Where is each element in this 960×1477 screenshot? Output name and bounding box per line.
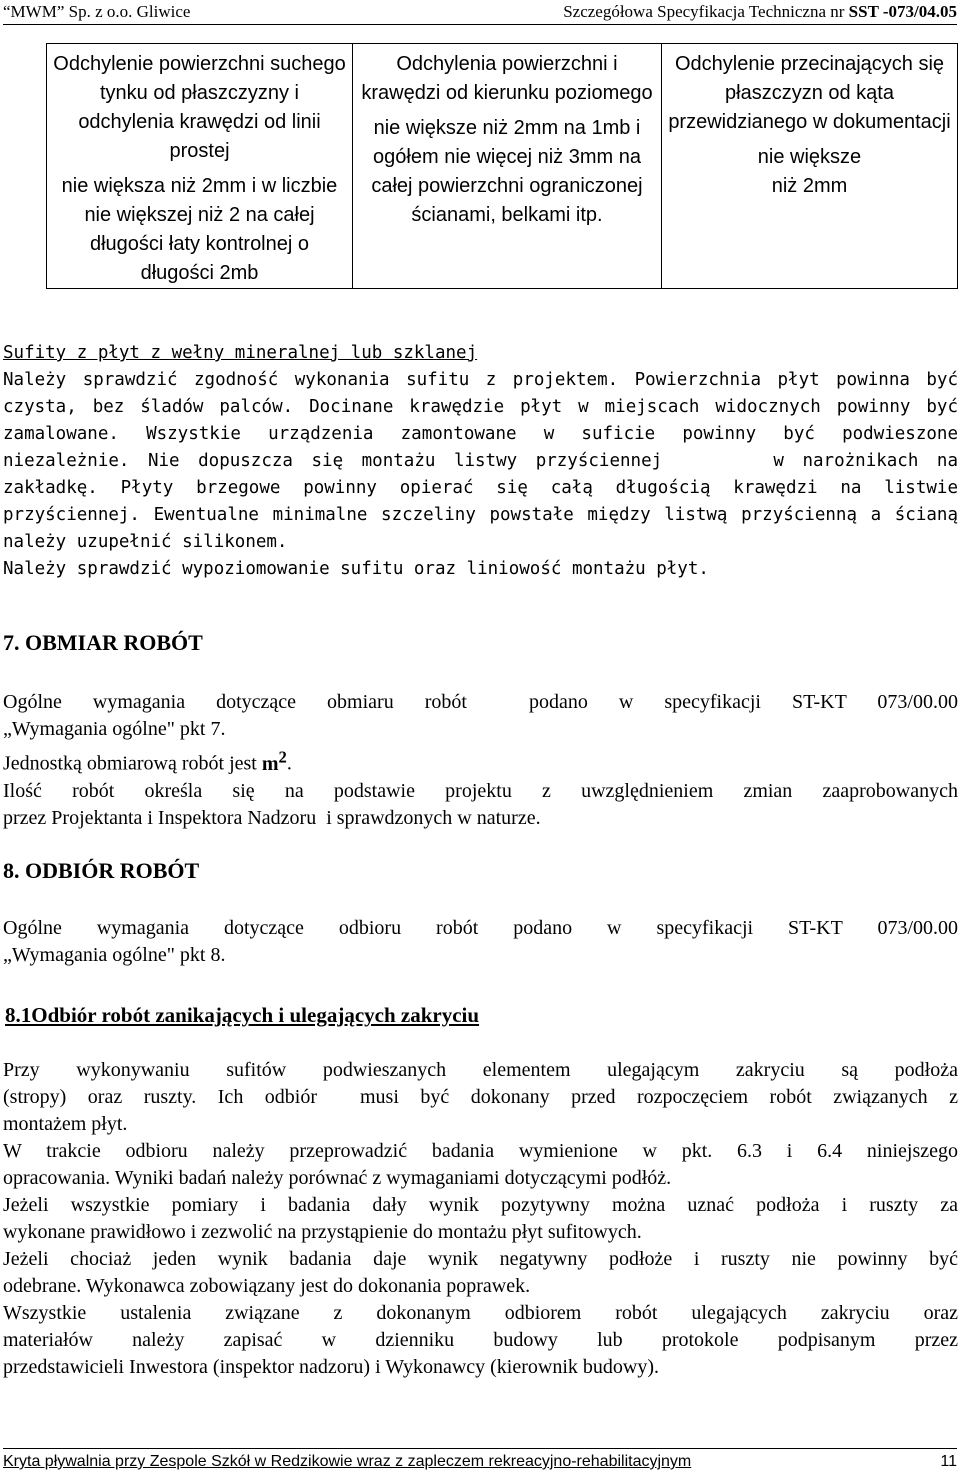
cell-value: nie większa niż 2mm i w liczbie nie większej niż 2 na całej długości łaty kontrolnej o długości 2mb	[61, 175, 338, 284]
paragraph-line: Przy wykonywaniu sufitów podwieszanych elementem ulegającym zakryciu są podłoża	[3, 1059, 958, 1081]
section-8-1-body	[3, 1057, 958, 1381]
header-spec-prefix: Szczegółowa Specyfikacja Techniczna nr	[563, 2, 849, 21]
unit-exponent: 2	[278, 747, 287, 766]
cell-value: nie większe niż 2mm	[757, 146, 862, 197]
section-8-1-heading: 8.1Odbiór robót zanikających i ulegających zakryciu	[5, 1003, 480, 1027]
paragraph-line: „Wymagania ogólne" pkt 8.	[3, 944, 226, 966]
cell-heading: Odchylenie przecinających się płaszczyzn od kąta przewidzianego w dokumentacji	[668, 53, 951, 133]
paragraph-line: Wszystkie ustalenia związane z dokonanym odbiorem robót ulegających zakryciu oraz	[3, 1302, 958, 1324]
paragraph-line: czysta, bez śladów palców. Docinane krawędzie płyt w miejscach widocznych powinny być	[3, 397, 958, 417]
paragraph-line: montażem płyt.	[3, 1113, 128, 1135]
paragraph-line: należy uzupełnić silikonem.	[3, 532, 288, 552]
paragraph-line: Należy sprawdzić zgodność wykonania sufitu z projektem. Powierzchnia płyt powinna być	[3, 370, 958, 390]
unit-symbol: m	[261, 752, 279, 775]
paragraph-line: (stropy) oraz ruszty. Ich odbiór musi być dokonany przed rozpoczęciem robót związanych z	[3, 1086, 958, 1108]
unit-end: .	[286, 752, 292, 775]
paragraph-line: zamalowane. Wszystkie urządzenia zamontowane w suficie powinny być podwieszone	[3, 424, 958, 444]
cell-heading: Odchylenia powierzchni i krawędzi od kierunku poziomego	[361, 53, 653, 104]
unit-value	[261, 747, 287, 775]
paragraph-line: Ilość robót określa się na podstawie projektu z uwzględnieniem zmian zaaprobowanych	[3, 779, 958, 802]
page-number: 11	[940, 1453, 957, 1470]
header-spec-code: SST -073/04.05	[848, 2, 957, 21]
header-spec-title	[563, 2, 957, 22]
page-header	[3, 2, 957, 25]
paragraph-line: wykonane prawidłowo i zezwolić na przystąpienie do montażu płyt sufitowych.	[3, 1221, 642, 1243]
tolerance-table	[46, 43, 958, 289]
paragraph-line: Jeżeli wszystkie pomiary i badania dały wynik pozytywny można uznać podłoża i ruszty za	[3, 1194, 958, 1216]
table-cell-horizontal	[353, 44, 662, 289]
section-7-body	[3, 689, 958, 832]
paragraph-line: W trakcie odbioru należy przeprowadzić badania wymienione w pkt. 6.3 i 6.4 niniejszego	[3, 1140, 958, 1162]
paragraph-line: „Wymagania ogólne" pkt 7.	[3, 718, 226, 740]
section-8-body	[3, 915, 958, 969]
sufity-section	[3, 340, 958, 583]
paragraph-line: materiałów należy zapisać w dzienniku budowy lub protokole podpisanym przez	[3, 1329, 958, 1351]
paragraph-line: Jeżeli chociaż jeden wynik badania daje wynik negatywny podłoże i ruszty nie powinny być	[3, 1248, 958, 1270]
section-8-heading: 8. ODBIÓR ROBÓT	[3, 858, 200, 883]
table-cell-angle	[662, 44, 958, 289]
footer-project-title: Kryta pływalnia przy Zespole Szkół w Redzikowie wraz z zapleczem rekreacyjno-rehabilitacyjnym	[3, 1453, 692, 1470]
paragraph-line: odebrane. Wykonawca zobowiązany jest do dokonania poprawek.	[3, 1275, 531, 1297]
header-company: “MWM” Sp. z o.o. Gliwice	[3, 2, 191, 21]
section-7-heading: 7. OBMIAR ROBÓT	[3, 630, 203, 655]
table-row	[47, 44, 958, 289]
table-cell-surface	[47, 44, 353, 289]
paragraph-line: zakładkę. Płyty brzegowe powinny opierać się całą długością krawędzi na listwie	[3, 478, 958, 498]
paragraph-line: Należy sprawdzić wypoziomowanie sufitu oraz liniowość montażu płyt.	[3, 559, 709, 579]
sufity-title: Sufity z płyt z wełny mineralnej lub szklanej	[3, 343, 478, 363]
cell-value: nie większe niż 2mm na 1mb i ogółem nie więcej niż 3mm na całej powierzchni ograniczonej ścianami, belkami itp.	[371, 117, 643, 226]
paragraph-line: przyściennej. Ewentualne minimalne szczeliny powstałe między listwą przyścienną a ścianą	[3, 505, 958, 525]
page-footer	[3, 1448, 957, 1473]
paragraph-line: Ogólne wymagania dotyczące odbioru robót podano w specyfikacji ST-KT 073/00.00	[3, 917, 958, 939]
paragraph-line: opracowania. Wyniki badań należy porównać z wymaganiami dotyczącymi podłóż.	[3, 1167, 672, 1189]
paragraph-line: niezależnie. Nie dopuszcza się montażu listwy przyściennej w narożnikach na	[3, 451, 958, 471]
paragraph-line: przedstawicieli Inwestora (inspektor nadzoru) i Wykonawcy (kierownik budowy).	[3, 1356, 660, 1378]
paragraph-line: przez Projektanta i Inspektora Nadzoru i sprawdzonych w naturze.	[3, 806, 541, 829]
cell-heading: Odchylenie powierzchni suchego tynku od płaszczyzny i odchylenia krawędzi od linii prostej	[53, 53, 346, 162]
unit-text: Jednostką obmiarową robót jest	[3, 752, 262, 775]
unit-line	[3, 743, 958, 778]
paragraph-line: Ogólne wymagania dotyczące obmiaru robót podano w specyfikacji ST-KT 073/00.00	[3, 691, 958, 713]
